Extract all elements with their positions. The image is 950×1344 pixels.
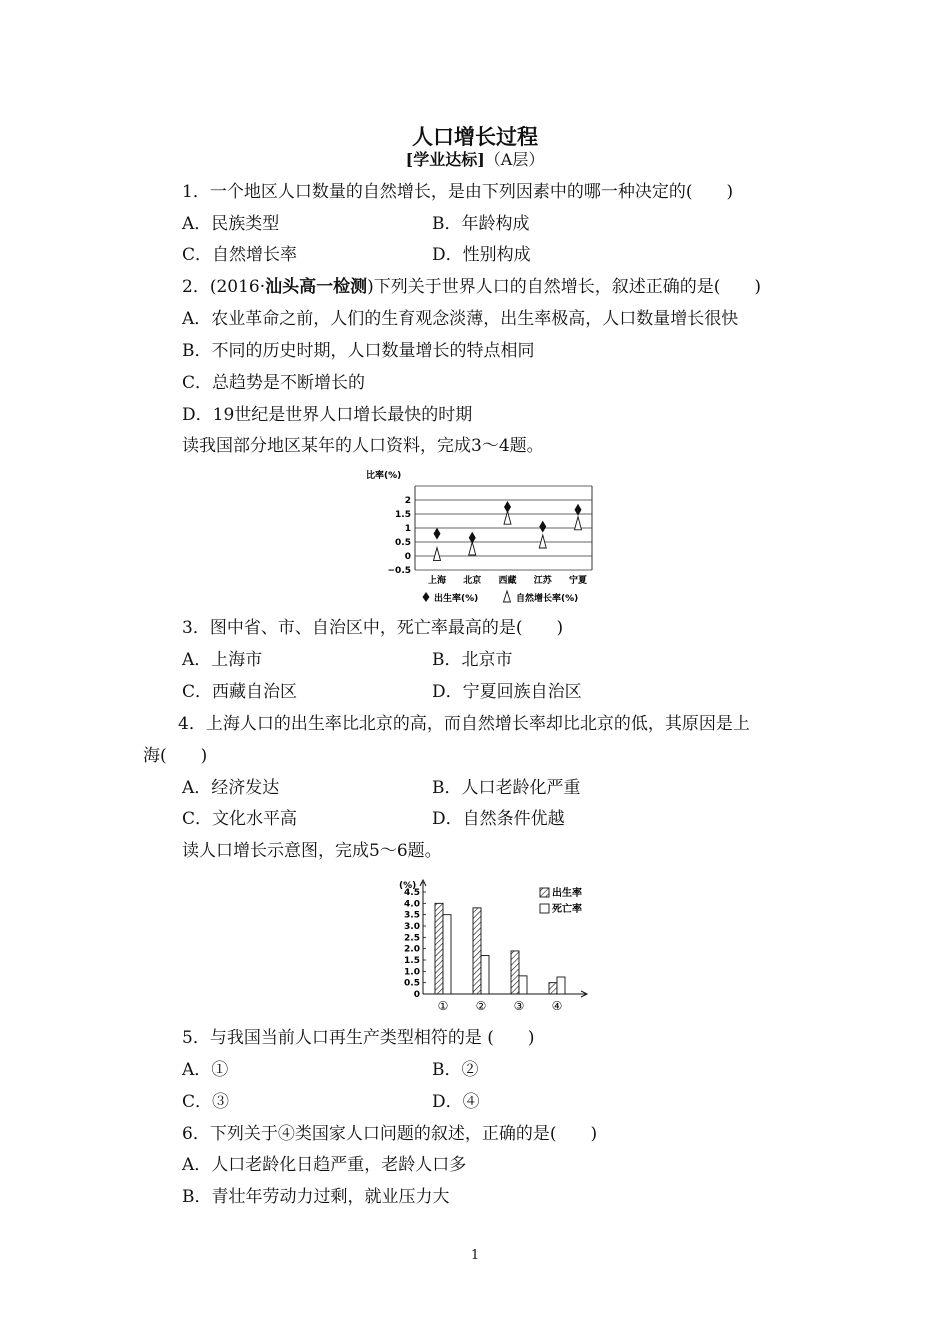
section-subtitle: [0, 150, 950, 170]
y-tick-label: 1: [404, 524, 411, 534]
y-tick-label: 0.5: [404, 978, 420, 989]
x-tick-label: ②: [475, 999, 487, 1013]
q5-stem: 5．与我国当前人口再生产类型相符的是 ( ): [182, 1028, 535, 1048]
intro-q3-q4: 读我国部分地区某年的人口资料，完成3～4题。: [182, 436, 544, 456]
q6-option-a: A．人口老龄化日趋严重，老龄人口多: [182, 1155, 467, 1175]
birth-rate-bar: [473, 908, 481, 994]
death-rate-bar: [481, 955, 489, 994]
y-tick-label: 1.0: [404, 967, 420, 978]
x-tick-label: ①: [437, 999, 449, 1013]
y-tick-label: −0.5: [387, 566, 411, 576]
y-tick-label: 2: [404, 496, 411, 506]
q4-option-a: A．经济发达: [182, 778, 280, 798]
q4-stem-line1: 4．上海人口的出生率比北京的高，而自然增长率却比北京的低，其原因是上: [178, 714, 750, 734]
q1-option-a: A．民族类型: [182, 214, 280, 234]
y-axis-label: (%): [399, 881, 417, 891]
y-tick-label: 2.5: [404, 933, 420, 944]
y-tick-label: 1.5: [395, 510, 411, 520]
death-rate-bar: [519, 976, 527, 994]
q1-option-b: B．年龄构成: [432, 214, 530, 234]
legend-label: 自然增长率(%): [516, 594, 579, 604]
birth-rate-point: [539, 521, 546, 533]
y-tick-label: 0.5: [395, 538, 411, 548]
subtitle-level: （A层）: [484, 150, 545, 169]
birth-death-rate-chart: [385, 876, 600, 1016]
legend-label: 出生率: [552, 888, 582, 899]
q2-source: 汕头高一检测: [265, 277, 368, 297]
legend-plain-swatch: [540, 904, 549, 913]
legend-hatched-swatch: [540, 888, 549, 897]
q2-option-d: D．19世纪是世界人口增长最快的时期: [182, 405, 473, 425]
q2-prefix: 2．(2016·: [182, 277, 266, 297]
q3-option-a: A．上海市: [182, 650, 263, 670]
legend-triangle-icon: [504, 591, 511, 602]
q4-option-b: B．人口老龄化严重: [432, 778, 581, 798]
intro-q5-q6: 读人口增长示意图，完成5～6题。: [182, 841, 442, 861]
q3-option-b: B．北京市: [432, 650, 513, 670]
y-tick-label: 4.5: [404, 888, 420, 898]
legend-label: 出生率(%): [434, 594, 479, 604]
q2-option-a: A．农业革命之前，人们的生育观念淡薄，出生率极高，人口数量增长很快: [182, 309, 739, 329]
q1-stem: 1．一个地区人口数量的自然增长，是由下列因素中的哪一种决定的( ): [182, 182, 734, 202]
y-tick-label: 4.0: [404, 899, 420, 910]
growth-rate-point: [434, 548, 441, 561]
population-rate-chart: [360, 462, 620, 610]
page-number: 1: [470, 1248, 480, 1263]
birth-rate-bar: [511, 951, 519, 994]
y-axis-label: 比率(%): [366, 471, 402, 481]
growth-rate-point: [575, 517, 582, 530]
x-tick-label: 上海: [427, 576, 447, 586]
q4-option-c: C．文化水平高: [182, 809, 298, 829]
x-tick-label: ③: [513, 999, 525, 1013]
q2-stem: [182, 276, 761, 298]
y-tick-label: 3.5: [404, 910, 420, 921]
q5-option-d: D．④: [432, 1092, 480, 1112]
x-tick-label: 江苏: [533, 576, 552, 586]
x-tick-label: 北京: [463, 576, 482, 586]
q5-option-b: B．②: [432, 1060, 479, 1080]
birth-rate-bar: [435, 903, 443, 994]
q6-option-b: B．青壮年劳动力过剩，就业压力大: [182, 1187, 450, 1207]
q2-option-b: B．不同的历史时期，人口数量增长的特点相同: [182, 341, 535, 361]
y-tick-label: 0: [413, 990, 420, 1000]
page-title: 人口增长过程: [412, 124, 538, 149]
q2-stem-text: )下列关于世界人口的自然增长，叙述正确的是( ): [367, 277, 762, 297]
birth-rate-point: [434, 528, 441, 540]
growth-rate-point: [504, 511, 511, 524]
death-rate-bar: [557, 977, 565, 994]
q3-option-c: C．西藏自治区: [182, 682, 298, 702]
growth-rate-point: [539, 535, 546, 548]
x-tick-label: 西藏: [498, 576, 517, 586]
q6-stem: 6．下列关于④类国家人口问题的叙述，正确的是( ): [182, 1124, 598, 1144]
growth-rate-point: [469, 542, 476, 555]
q4-stem-line2: 海( ): [143, 746, 208, 766]
q1-option-d: D．性别构成: [432, 245, 531, 265]
x-tick-label: 宁夏: [568, 576, 588, 586]
q2-option-c: C．总趋势是不断增长的: [182, 373, 366, 393]
q5-option-c: C．③: [182, 1092, 230, 1112]
y-tick-label: 1.5: [404, 956, 420, 966]
q4-option-d: D．自然条件优越: [432, 809, 565, 829]
y-tick-label: 3.0: [404, 922, 420, 932]
q3-stem: 3．图中省、市、自治区中，死亡率最高的是( ): [182, 618, 564, 638]
q1-option-c: C．自然增长率: [182, 245, 298, 265]
death-rate-bar: [443, 915, 451, 994]
q5-option-a: A．①: [182, 1060, 229, 1080]
legend-diamond-icon: [423, 592, 430, 602]
q3-option-d: D．宁夏回族自治区: [432, 682, 582, 702]
birth-rate-bar: [549, 983, 557, 994]
legend-label: 死亡率: [552, 904, 582, 915]
subtitle-tag: [学业达标]: [405, 150, 485, 169]
y-tick-label: 0: [404, 552, 411, 562]
x-tick-label: ④: [551, 999, 563, 1013]
y-tick-label: 2.0: [404, 944, 420, 955]
